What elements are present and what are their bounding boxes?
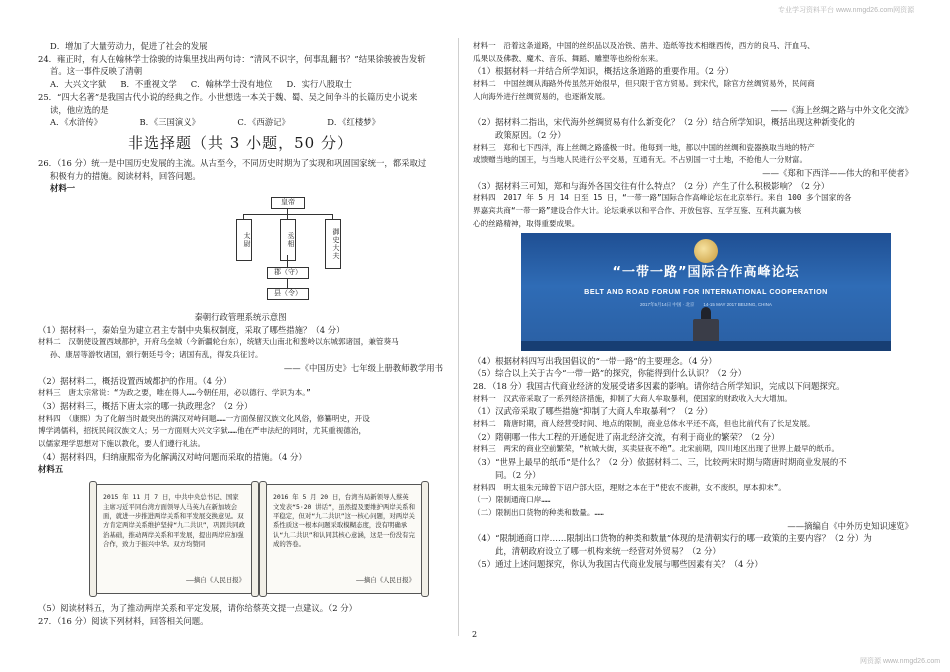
q24-stem-cont: 首。这一事件反映了清朝: [50, 66, 143, 77]
q27-material-3-cont: 或馈赠当地的国王，与当地人民进行公平交易，互通有无。不占别国一寸土地，不抢他人一分财富。: [473, 155, 808, 165]
q28-part-1: （1）汉武帝采取了哪些措施“抑制了大商人牟取暴利”？（2 分）: [473, 406, 713, 417]
q27-part-3: （3）据材料三可知，郑和与海外各国交往有什么特点？（2 分）产生了什么积极影响？（2 分）: [473, 180, 830, 191]
q27-material-1: 材料一 沿着这条道路，中国的丝织品以及冶铁、凿井、造纸等技术相继西传，西方的良马、汗血马、: [473, 41, 815, 50]
q28-stem: 28．（18 分）我国古代商业经济的发展受诸多因素的影响。请你结合所学知识，完成以下问题探究。: [473, 380, 845, 391]
scroll-2015: [94, 484, 254, 594]
q26-part-5: （5）阅读材料五，为了推动两岸关系和平定发展，请你给蔡英文提一点建议。（2 分）: [38, 603, 357, 614]
q27-part-2-cont: 政策原因。（2 分）: [495, 129, 566, 140]
q24-option-d: D．实行八股取士: [286, 79, 352, 90]
q28-material-2: 材料二 隋唐时期，商人经营受时间、地点的限制，商业总体水平还不高，但也比前代有了长足发展。: [473, 419, 815, 429]
q28-material-3: 材料三 两宋的商业空前繁荣，“杭城大街，买卖昼夜不绝”。北宋前期，四川地区出现了世界上最早的纸币。: [473, 444, 840, 454]
q25-option-d: D．《红楼梦》: [327, 117, 380, 128]
scroll-2016-source: ——摘自《人民日报》: [356, 576, 415, 585]
q28-part-4: （4）“限制通商口岸……限制出口货物的种类和数量”体现的是清朝实行的哪一政策的主要内容？（2 分）为: [473, 533, 872, 544]
q28-material-4: 材料四 明太祖朱元璋曾下诏户部大臣，理财之本在于“使农不废耕，女不废织，厚本抑末”。: [473, 482, 786, 492]
q24-option-a: A．大兴文字狱: [50, 79, 107, 90]
column-divider: [458, 38, 459, 636]
q25-option-c: C．《西游记》: [237, 117, 290, 128]
q27-material-2-source: ——《海上丝绸之路与中外文化交流》: [770, 104, 913, 115]
q27-material-2: 材料二 中国丝绸从海路外传虽然开始很早，但只限于官方贸易。到宋代，除官方丝绸贸易外，民间商: [473, 79, 815, 89]
diagram-caption: 秦朝行政管理系统示意图: [194, 312, 287, 323]
left-column: [38, 40, 443, 628]
q25-option-b: B．《三国演义》: [139, 117, 201, 128]
right-column: [473, 40, 913, 571]
section-title: 非选择题（共 3 小题，50 分）: [128, 133, 353, 152]
q28-material-1: 材料一 汉武帝采取了一系列经济措施，抑制了大商人牟取暴利，使国家的财政收入大大增加。: [473, 393, 792, 403]
q27-stem: 27．（16 分）阅读下列材料，回答相关问题。: [38, 615, 209, 626]
material-5-scrolls: [88, 480, 428, 598]
belt-road-forum-photo: [521, 233, 891, 351]
q28-part-4-cont: 此，清朝政府设立了哪一机构来统一经营对外贸易？（2 分）: [495, 546, 721, 557]
q27-material-2-cont: 人向海外进行丝绸贸易的，也逐渐发展。: [473, 91, 610, 101]
q24-option-c: C．翰林学士没有地位: [190, 79, 273, 90]
diagram-yushidafu: 御史大夫: [325, 219, 341, 269]
diagram-connector: [287, 278, 288, 288]
q27-material-4-end: 心的丝路精神，取得重要成果。: [473, 218, 580, 228]
q26-material-4-cont: 博学鸿儒科，招抚民间汉族文人；另一方面则大兴文字狱……他在严申法纪的同时，尤其重视德治，: [38, 426, 367, 436]
scroll-2015-text: 2015 年 11 月 7 日，中共中央总书记、国家主席习近平同台湾方面领导人马英九在新加坡会面，就进一步推进两岸关系和平发展交换意见。双方肯定两岸关系维护坚持“九二共识”，巩固共同政治基础，推动两岸关系和平发展，提出两岸应加强合作，致力于振兴中华。双方均赞同: [103, 493, 245, 549]
diagram-jun: 郡（守）: [267, 267, 309, 279]
diagram-connector: [287, 255, 288, 267]
q28-material-4-source: ——摘编自《中外历史知识速览》: [787, 520, 913, 531]
q26-material-4-end: 以儒家理学思想对下施以教化，要人们遵行礼法。: [38, 439, 206, 449]
q27-part-2: （2）据材料二指出，宋代海外丝绸贸易有什么新变化？（2 分）结合所学知识，概括出现这种新变化的: [473, 117, 855, 128]
q26-material-3: 材料三 唐太宗常说：“为政之要，唯在得人……今朝任用，必以德行、学识为本。”: [38, 388, 311, 398]
diagram-taiwei: 太尉: [236, 219, 252, 261]
diagram-xian: 县（令）: [267, 288, 309, 300]
q26-part-2: （2）据材料二，概括设置西域都护的作用。（4 分）: [38, 375, 232, 386]
q24-option-b: B．不重视文学: [120, 79, 177, 90]
scroll-2016: [264, 484, 424, 594]
q26-material-2: 材料二 汉朝使设置西域都护，开府乌垒城（今新疆轮台东），统辖天山南北和葱岭以东城郭诸国，兼管葵马: [38, 337, 399, 347]
q27-material-4-cont: 界嘉宾共商“一带一路”建设合作大计。论坛秉承以和平合作、开放包容、互学互鉴、互利共赢为核: [473, 206, 802, 216]
q27-material-4: 材料四 2017 年 5 月 14 日至 15 日，“一带一路”国际合作高峰论坛在北京举行。来自 100 多个国家的各: [473, 193, 852, 203]
page-number: 2: [472, 630, 478, 639]
diagram-emperor: 皇帝: [271, 197, 305, 209]
q23-option-d: D．增加了大量劳动力，促进了社会的发展: [50, 41, 208, 51]
scroll-2016-text: 2016 年 5 月 20 日，台湾当局新领导人蔡英文发表“5·20 讲话”，虽然提及要维护两岸关系和平稳定，但对“九二共识”这一核心问题，对两岸关系性质这一根本问题采取模糊态度，没有明确承认“九二共识”和认同其核心意涵，这是一份没有完成的答卷。: [273, 493, 415, 549]
q28-list-item-1: （一）限制通商口岸……: [473, 495, 551, 505]
q25-options: [38, 116, 380, 129]
q24-options: [38, 78, 443, 91]
q26-material-2-source: ——《中国历史》七年级上册教师教学用书: [283, 362, 443, 373]
q26-stem-cont: 积极有力的措施。阅读材料，回答问题。: [50, 170, 201, 181]
forum-banner-date: 2017年5月14日 中国 · 北京 14-15 MAY 2017 BEIJING, CHINA: [640, 301, 772, 307]
q26-stem: 26．（16 分）统一是中国历史发展的主流。从古至今，不同历史时期为了实现和巩固国家统一，都采取过: [38, 157, 427, 168]
q27-material-1-cont: 瓜果以及佛教、魔术、音乐、舞蹈、雕塑等也纷纷东来。: [473, 53, 663, 63]
q28-list-item-2: （二）限制出口货物的种类和数量。……: [473, 507, 604, 517]
q27-part-1: （1）根据材料一并结合所学知识，概括这条道路的重要作用。（2 分）: [473, 66, 734, 77]
forum-banner-cn: “一带一路”国际合作高峰论坛: [612, 264, 800, 280]
q26-part-4: （4）据材料四，归纳康熙帝为化解满汉对峙问题而采取的措施。（4 分）: [38, 451, 307, 462]
q26-material-5-label: 材料五: [38, 464, 64, 475]
scroll-2015-source: ——摘自《人民日报》: [186, 576, 245, 585]
watermark-top: 专业学习资料平台 www.nmgd26.com网资源: [778, 7, 915, 14]
diagram-connector: [243, 214, 333, 215]
q27-material-3-source: ——《郑和下西洋——伟大的和平使者》: [762, 168, 913, 179]
diagram-chengxiang: 丞相: [280, 219, 296, 261]
q26-material-4: 材料四 （康熙）为了化解当时最突出的满汉对峙问题……一方面保留汉族文化风俗，修纂明史，开设: [38, 413, 370, 423]
q25-stem-cont: 读，他应选的是: [50, 104, 109, 115]
q28-part-3: （3）“世界上最早的纸币”是什么？（2 分）依据材料二、三，比较两宋时期与隋唐时期商业发展的不: [473, 457, 847, 468]
forum-logo-icon: [694, 239, 718, 263]
q28-part-2: （2）隋朝哪一伟大工程的开通促进了南北经济交流，有利于商业的繁荣？（2 分）: [473, 431, 780, 442]
q27-material-3: 材料三 郑和七下西洋，海上丝绸之路盛极一时。他每到一地，都以中国的丝绸和瓷器换取当地的特产: [473, 142, 815, 152]
stage: [521, 341, 891, 351]
q28-part-5: （5）通过上述问题探究，你认为我国古代商业发展与哪些因素有关？（4 分）: [473, 558, 763, 569]
q28-part-3-cont: 同。（2 分）: [495, 469, 541, 480]
q26-material-1-label: 材料一: [50, 183, 76, 194]
q27-part-5: （5）综合以上关于古今“一带一路”的探究，你能得到什么认识？（2 分）: [473, 368, 747, 379]
q27-part-4: （4）根据材料四写出我国倡议的“一带一路”的主要理念。（4 分）: [473, 355, 717, 366]
q24-stem: 24．雍正时，有人在翰林学士徐骏的诗集里找出两句诗：“清风不识字，何事乱翻书？”结果徐骏被告发斩: [38, 53, 426, 64]
q26-material-2-cont: 孙、康居等游牧诸国，颁行朝廷号令；诸国有乱，得发兵征讨。: [50, 350, 263, 360]
q25-stem: 25．“四大名著”是我国古代小说的经典之作。小世想选一本关于魏、蜀、吴之间争斗的长篇历史小说来: [38, 91, 418, 102]
q26-part-1: （1）据材料一，秦始皇为建立君主专制中央集权制度，采取了哪些措施？（4 分）: [38, 324, 345, 335]
q25-option-a: A．《水浒传》: [50, 117, 103, 128]
watermark-bottom: 网资源 www.nmgd26.com: [860, 658, 941, 665]
qin-admin-diagram: [213, 197, 363, 307]
q26-part-3: （3）据材料三，概括下唐太宗的哪一执政理念？（2 分）: [38, 400, 253, 411]
forum-banner-en: BELT AND ROAD FORUM FOR INTERNATIONAL COOPERATION: [584, 286, 828, 296]
